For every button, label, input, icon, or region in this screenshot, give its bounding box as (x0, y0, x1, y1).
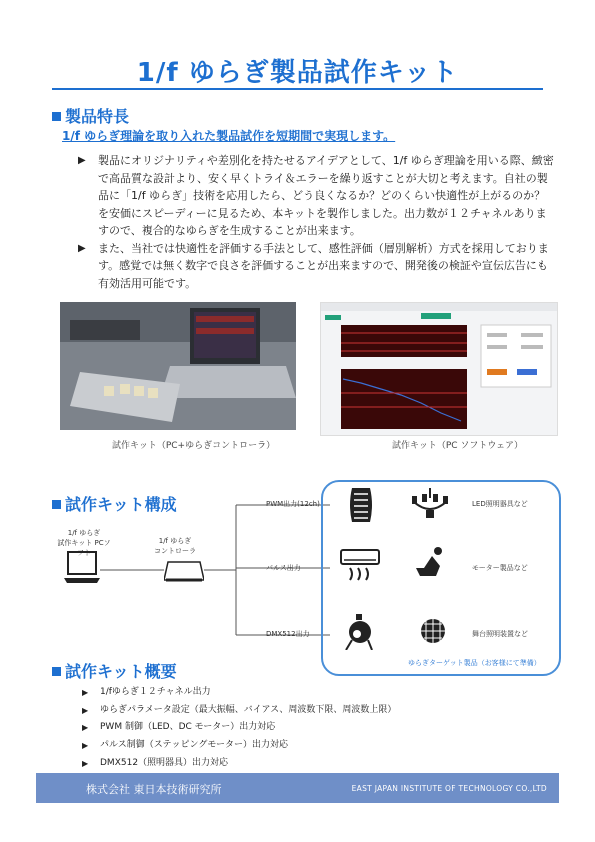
air-conditioner-icon (340, 548, 380, 588)
overview-item-5: ▶ DMX512（照明器具）出力対応 (82, 755, 396, 773)
config-heading-text: 試作キット構成 (65, 495, 177, 514)
feature-bullet-2: ▶ また、当社では快適性を評価する手法として、感性評価（層別解析）方式を採用しております。感覚では無く数字で良さを評価することが出来ますので、開発後の検証や宣伝広告にも有効活用可能です。 (78, 240, 554, 293)
output-dmx: DMX512出力 (266, 630, 310, 638)
lamp-icon (346, 486, 376, 528)
feature-bullet-1: ▶ 製品にオリジナリティや差別化を持たせるアイデアとして、1/f ゆらぎ理論を用いる際、緻密で高品質な設計より、安く早くトライ＆エラーを繰り返すことが大切と考えます。自社の製品に「1/f ゆらぎ」技術を応用したら、どう良くなるか？どのくらい快適性が上がるのか？を安価にスピーディーに見るため、本キットを製作しました。出力数が１２チャネルありますので、複合的なゆらぎを生成することが出来ます。 (78, 152, 554, 240)
title-underline (52, 88, 543, 90)
overview-list (82, 684, 396, 773)
overview-item-2: ▶ ゆらぎパラメータ設定（最大振幅、バイアス、周波数下限、周波数上限） (82, 702, 396, 720)
square-bullet-icon (52, 500, 61, 509)
overview-heading (52, 659, 177, 682)
massage-chair-icon (412, 546, 448, 584)
square-bullet-icon (52, 112, 61, 121)
software-caption: 試作キット（PC ソフトウェア） (392, 441, 524, 451)
features-heading-text: 製品特長 (65, 107, 130, 126)
chandelier-icon (410, 488, 450, 524)
software-screenshot-illustration (321, 303, 557, 435)
features-heading (52, 104, 129, 127)
output-pulse: パルス出力 (266, 564, 301, 572)
target-led: LED照明器具など (472, 500, 528, 508)
footer-bar (36, 773, 559, 803)
company-name: 株式会社 東日本技術研究所 (86, 783, 222, 796)
overview-item-1: ▶ 1/fゆらぎ１２チャネル出力 (82, 684, 396, 702)
overview-heading-text: 試作キット概要 (65, 662, 177, 681)
page-title: 1/f ゆらぎ製品試作キット (136, 58, 459, 88)
software-screenshot (320, 302, 558, 436)
controller-label: 1/f ゆらぎ コントローラ (154, 537, 196, 555)
features-lead: 1/f ゆらぎ理論を取り入れた製品試作を短期間で実現します。 (62, 129, 396, 143)
kit-photo-illustration (60, 302, 296, 430)
kit-photo (60, 302, 296, 430)
stage-light-icon (342, 614, 376, 654)
target-stage: 舞台照明装置など (472, 630, 528, 638)
company-name-en: EAST JAPAN INSTITUTE OF TECHNOLOGY CO.,LTD (351, 784, 547, 793)
overview-item-4: ▶ パルス制御（ステッピングモーター）出力対応 (82, 737, 396, 755)
overview-item-3: ▶ PWM 制御（LED、DC モーター）出力対応 (82, 719, 396, 737)
target-note: ゆらぎターゲット製品（お客様にて準備） (408, 659, 541, 667)
laptop-icon (64, 550, 100, 588)
output-pwm: PWM出力(12ch) (266, 500, 320, 508)
disco-ball-icon (418, 616, 448, 650)
pc-label: 1/f ゆらぎ 試作キット PCソフト (57, 529, 111, 557)
target-motor: モーター製品など (472, 564, 528, 572)
features-bullets (78, 152, 554, 292)
kit-photo-caption: 試作キット（PC+ゆらぎコントローラ） (112, 441, 276, 451)
square-bullet-icon (52, 667, 61, 676)
